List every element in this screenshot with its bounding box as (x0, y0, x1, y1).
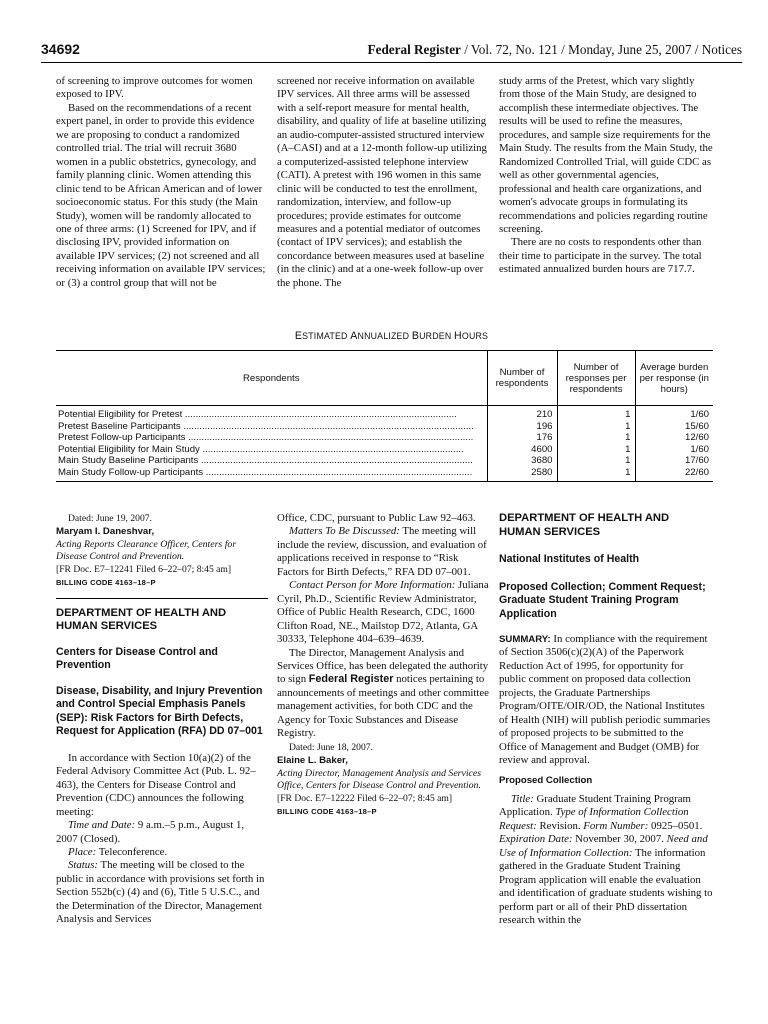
paragraph: The Director, Management Analysis and Services Office, has been delegated the authority to sign Federal Register notices pertaining to announcements of meetings and other committee management activities, for both CDC and the Agency for Toxic Substances and Disease Registry. (277, 646, 489, 740)
dated-line: Dated: June 19, 2007. (68, 513, 152, 524)
signer-title: Acting Director, Management Analysis and Services Office, Centers for Disease Control and Prevention. (277, 767, 482, 791)
paragraph: Title: Graduate Student Training Program Application. Type of Information Collection Request: Revision. Form Number: 0925–0501. Expiration Date: November 30, 2007. Need and Use of Information Collection: The information gathered in the Graduate Student Training Program application will enable the evaluation and identification of graduate students wishing to perform part or all of their PhD dissertation research within the (499, 792, 713, 927)
respondents-count-cell: 196 (487, 421, 557, 433)
respondent-cell: Main Study Follow-up Participants .................................................................................................... (56, 467, 487, 481)
fr-doc-line: [FR Doc. E7–12241 Filed 6–22–07; 8:45 am] (56, 563, 232, 575)
lower-column-2 (277, 512, 491, 819)
table-row (56, 467, 713, 481)
respondent-cell: Potential Eligibility for Pretest ...................................................................................................... (58, 409, 457, 420)
title-label: Title: (511, 792, 534, 805)
paragraph: Matters To Be Discussed: The meeting will include the review, discussion, and evaluation of applications received in response to “Risk Factors for Birth Defects,” RFA DD 07–001. (277, 525, 487, 578)
section-rule (56, 598, 268, 599)
burden-cell: 12/60 (635, 432, 713, 444)
lower-column-3 (499, 512, 713, 928)
respondent-cell: Main Study Baseline Participants ...................................................................................................... (58, 455, 473, 467)
table-header-row (56, 351, 713, 406)
signer-name: Elaine L. Baker, (277, 755, 348, 767)
lower-column-1 (56, 512, 268, 927)
column-header: Number of respondents (487, 351, 557, 406)
status-label: Status: (68, 859, 98, 872)
agency-heading: Centers for Disease Control and Prevention (56, 645, 218, 672)
table-row (56, 432, 713, 444)
department-heading: DEPARTMENT OF HEALTH AND HUMAN SERVICES (499, 512, 670, 538)
table-row (56, 421, 713, 433)
running-header (41, 41, 742, 61)
responses-cell: 1 (557, 421, 635, 433)
paragraph: Place: Teleconference. (68, 845, 168, 858)
page-number: 34692 (41, 41, 80, 57)
dated-line: Dated: June 18, 2007. (289, 741, 373, 753)
paragraph: Based on the recommendations of a recent expert panel, in order to provide this evidence we are proposing to conduct a randomized controlled trial. The trial will recruit 3680 women in a public obstetrics, gynecology, and family planning clinic. Women attending this clinic tend to be African American and of lower socioeconomic status. For this study (the Main Study), women will be randomly allocated to one of three arms: (1) Screened for IPV, and if disclosing IPV, provided information on available IPV services; (2) not screened and all receiving information on available IPV services; or (3) a control group that will not be (56, 101, 266, 289)
type-label: Type of Information Collection Request: (499, 806, 689, 832)
matters-label: Matters To Be Discussed: (289, 525, 400, 538)
paragraph: Time and Date: 9 a.m.–5 p.m., August 1, 2007 (Closed). (56, 819, 245, 845)
notice-subject: Proposed Collection; Comment Request; Graduate Student Training Program Application (499, 580, 706, 620)
table-row (56, 444, 713, 456)
column-header: Number of responses per respondents (557, 351, 635, 406)
responses-cell: 1 (557, 432, 635, 444)
column-header: Respondents (56, 351, 487, 406)
form-label: Form Number: (583, 819, 649, 832)
contact-label: Contact Person for More Information: (289, 579, 456, 592)
expiration-label: Expiration Date: (499, 833, 573, 846)
respondents-count-cell: 4600 (487, 444, 557, 456)
issue-info: / Vol. 72, No. 121 / Monday, June 25, 2007 / Notices (460, 42, 742, 57)
burden-cell: 15/60 (635, 421, 713, 433)
respondents-count-cell: 210 (487, 406, 557, 421)
burden-cell: 17/60 (635, 455, 713, 467)
respondents-count-cell: 3680 (487, 455, 557, 467)
responses-cell: 1 (557, 455, 635, 467)
burden-cell: 22/60 (635, 467, 713, 481)
billing-code: BILLING CODE 4163–18–P (277, 807, 377, 817)
fr-doc-line: [FR Doc. E7–12222 Filed 6–22–07; 8:45 am] (277, 792, 453, 804)
publication-line (368, 42, 742, 58)
summary-label: SUMMARY: (499, 634, 551, 645)
burden-hours-table (56, 350, 713, 482)
responses-cell: 1 (557, 444, 635, 456)
paragraph: There are no costs to respondents other than their time to participate in the survey. The total estimated annualized burden hours are 717.7. (499, 236, 702, 276)
signer-name: Maryam I. Daneshvar, (56, 526, 155, 538)
table-row (56, 406, 713, 421)
need-label: Need and Use of Information Collection: (499, 833, 708, 859)
column-header: Average burden per response (in hours) (635, 351, 713, 406)
summary-paragraph: SUMMARY: In compliance with the requirement of Section 3506(c)(2)(A) of the Paperwork Reduction Act of 1995, for opportunity for public comment on proposed data collection projects, the Graduate Partnerships Program/OITE/OIR/OD, the National Institutes of Health (NIH) will publish periodic summaries of proposed projects to be submitted to the Office of Management and Budget (OMB) for review and approval. (499, 633, 711, 767)
billing-code: BILLING CODE 4163–18–P (56, 578, 156, 588)
table-row (56, 455, 713, 467)
paragraph: study arms of the Pretest, which vary slightly from those of the Main Study, are designed to accomplish these intermediate objectives. The results will be used to refine the measures, procedures, and sample size requirements for the Main Study. The results from the Main Study, the Randomized Controlled Trial, will guide CDC as well as other governmental agencies, professional and health care organizations, and women's advocate groups in formulating its recommendations and policies regarding routine screening. (499, 75, 713, 235)
responses-cell: 1 (557, 467, 635, 481)
department-heading: DEPARTMENT OF HEALTH AND HUMAN SERVICES (56, 606, 227, 633)
paragraph: Status: The meeting will be closed to the public in accordance with provisions set forth in Section 552b(c) (4) and (6), Title 5 U.S.C., and the Determination of the Director, Management Analysis and Services (56, 859, 265, 926)
top-column-3 (499, 75, 713, 277)
top-column-2 (277, 75, 491, 290)
respondent-cell: Pretest Follow-up Participants ........................................................................................................... (58, 432, 474, 444)
signer-title: Acting Reports Clearance Officer, Centers for Disease Control and Prevention. (56, 538, 237, 562)
agency-heading: National Institutes of Health (499, 553, 640, 565)
top-column-1 (56, 75, 268, 290)
burden-cell: 1/60 (635, 406, 713, 421)
respondent-cell: Potential Eligibility for Main Study .................................................................................................. (58, 443, 464, 455)
journal-name: Federal Register (367, 42, 461, 57)
respondents-count-cell: 176 (487, 432, 557, 444)
burden-cell: 1/60 (635, 444, 713, 456)
paragraph: Contact Person for More Information: Juliana Cyril, Ph.D., Scientific Review Administrator, Office of Public Health Research, CDC, 1600 Clifton Road, NE., Mailstop D72, Atlanta, GA 30333, Telephone 404–639–4639. (277, 579, 489, 646)
paragraph: screened nor receive information on available IPV services. All three arms will be assessed with a self-report measure for mental health, disability, and quality of life at baseline utilizing an audio-computer-assisted structured interview (A–CASI) and at a 12-month follow-up utilizing a computerized-assisted telephone interview (CATI). A pretest with 196 women in this same clinic will be conducted to test the enrollment, randomization, interview, and follow-up procedures; provide estimates for outcome measures and a potential mediator of outcomes (contact of IPV services); and establish the concordance between measures used at baseline (in the clinic) and at a one-week follow-up over the phone. The (277, 75, 487, 289)
notice-subject: Disease, Disability, and Injury Prevention and Control Special Emphasis Panels (SEP): Risk Factors for Birth Defects, Request for Application (RFA) DD 07–001 (56, 684, 263, 738)
respondents-count-cell: 2580 (487, 467, 557, 481)
responses-cell: 1 (557, 406, 635, 421)
table-title: ESTIMATED ANNUALIZED BURDEN HOURS (294, 330, 489, 342)
place-label: Place: (68, 845, 97, 858)
federal-register-bold: Federal Register (308, 673, 394, 686)
respondent-cell: Pretest Baseline Participants ............................................................................................................. (58, 420, 474, 432)
time-label: Time and Date: (68, 819, 136, 832)
paragraph: of screening to improve outcomes for women exposed to IPV. (56, 75, 253, 101)
header-rule (41, 62, 742, 63)
paragraph: In accordance with Section 10(a)(2) of the Federal Advisory Committee Act (Pub. L. 92–463), the Centers for Disease Control and Prevention (CDC) announces the following meeting: (56, 751, 256, 818)
proposed-collection-heading: Proposed Collection (499, 774, 593, 786)
paragraph: Office, CDC, pursuant to Public Law 92–463. (277, 512, 476, 524)
